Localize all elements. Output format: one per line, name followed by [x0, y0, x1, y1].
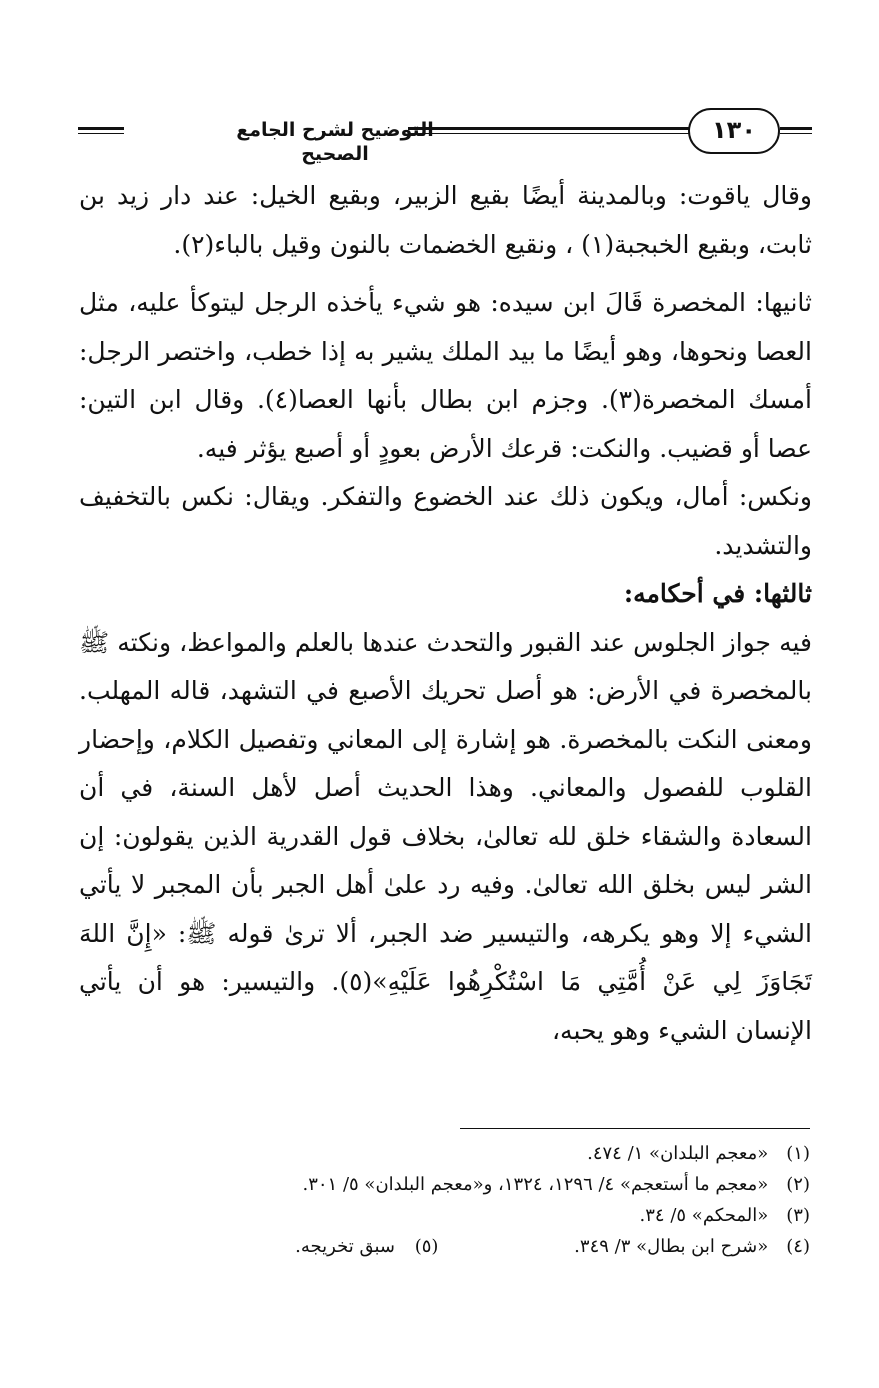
page-number: ١٣٠	[688, 108, 780, 154]
footnote-number: (٥)	[414, 1236, 439, 1257]
footnote-text: «معجم ما أستعجم» ٤/ ١٢٩٦، ١٣٢٤، و«معجم البلدان» ٥/ ٣٠١.	[302, 1174, 769, 1195]
section-title-ahkam: ثالثها: في أحكامه:	[623, 579, 812, 608]
header-rule-right-inner	[780, 133, 812, 134]
footnote-separator	[460, 1128, 810, 1129]
paragraph-yaqut: وقال ياقوت: وبالمدينة أيضًا بقيع الزبير، وبقيع الخيل: عند دار زيد بن ثابت، وبقيع الخبجبة(١) ، ونقيع الخضمات بالنون وقيل بالباء(٢).	[79, 181, 812, 259]
page-header	[78, 100, 812, 164]
footnote-number: (٤)	[786, 1236, 810, 1257]
header-rule-right-outer	[780, 127, 812, 130]
footnote	[295, 1231, 438, 1262]
main-text	[79, 172, 812, 1055]
header-rule-middle-inner	[408, 133, 690, 134]
book-title: التوضيح لشرح الجامع الصحيح	[236, 119, 434, 165]
footnote-text: «معجم البلدان» ١/ ٤٧٤.	[587, 1143, 769, 1164]
footnote-number: (١)	[786, 1143, 810, 1164]
footnote	[120, 1169, 810, 1200]
footnote	[120, 1200, 810, 1231]
paragraph-nakasa: ونكس: أمال، ويكون ذلك عند الخضوع والتفكر. ويقال: نكس بالتخفيف والتشديد.	[79, 482, 812, 560]
footnote-text: «المحكم» ٥/ ٣٤.	[639, 1205, 769, 1226]
footnote-text: سبق تخريجه.	[295, 1236, 395, 1257]
footnote	[120, 1138, 810, 1169]
paragraph-mikhsara: ثانيها: المخصرة قَالَ ابن سيده: هو شيء يأخذه الرجل ليتوكأ عليه، مثل العصا ونحوها، وهو أيضًا ما بيد الملك يشير به إذا خطب، واختصر الرجل: أمسك المخصرة(٣). وجزم ابن بطال بأنها العصا(٤). وقال ابن التين: عصا أو قضيب. والنكت: قرعك الأرض بعودٍ أو أصبع يؤثر فيه.	[79, 288, 813, 463]
paragraph-ahkam: فيه جواز الجلوس عند القبور والتحدث عندها بالعلم والمواعظ، ونكته ﷺ بالمخصرة في الأرض: هو أصل تحريك الأصبع في التشهد، قاله المهلب. ومعنى النكت بالمخصرة. هو إشارة إلى المعاني وتفصيل الكلام، وإحضار القلوب للفصول والمعاني. وهذا الحديث أصل لأهل السنة، في أن السعادة والشقاء خلق لله تعالىٰ، بخلاف قول القدرية الذين يقولون: إن الشر ليس بخلق الله تعالىٰ. وفيه رد علىٰ أهل الجبر بأن المجبر لا يأتي الشيء إلا وهو يكرهه، والتيسير ضد الجبر، ألا ترىٰ قوله ﷺ: «إِنَّ اللهَ تَجَاوَزَ لِي عَنْ أُمَّتِي مَا اسْتُكْرِهُوا عَلَيْهِ»(٥). والتيسير: هو أن يأتي الإنسان الشيء وهو يحبه،	[79, 627, 812, 1045]
footnote-number: (٣)	[786, 1205, 810, 1226]
footnotes	[120, 1138, 810, 1262]
footnote-number: (٢)	[786, 1174, 810, 1195]
footnote-pair	[120, 1231, 810, 1262]
header-rule-left-inner	[78, 133, 124, 134]
header-rule-left-outer	[78, 127, 124, 130]
header-rule-middle-outer	[408, 127, 690, 130]
footnote-text: «شرح ابن بطال» ٣/ ٣٤٩.	[574, 1236, 769, 1257]
